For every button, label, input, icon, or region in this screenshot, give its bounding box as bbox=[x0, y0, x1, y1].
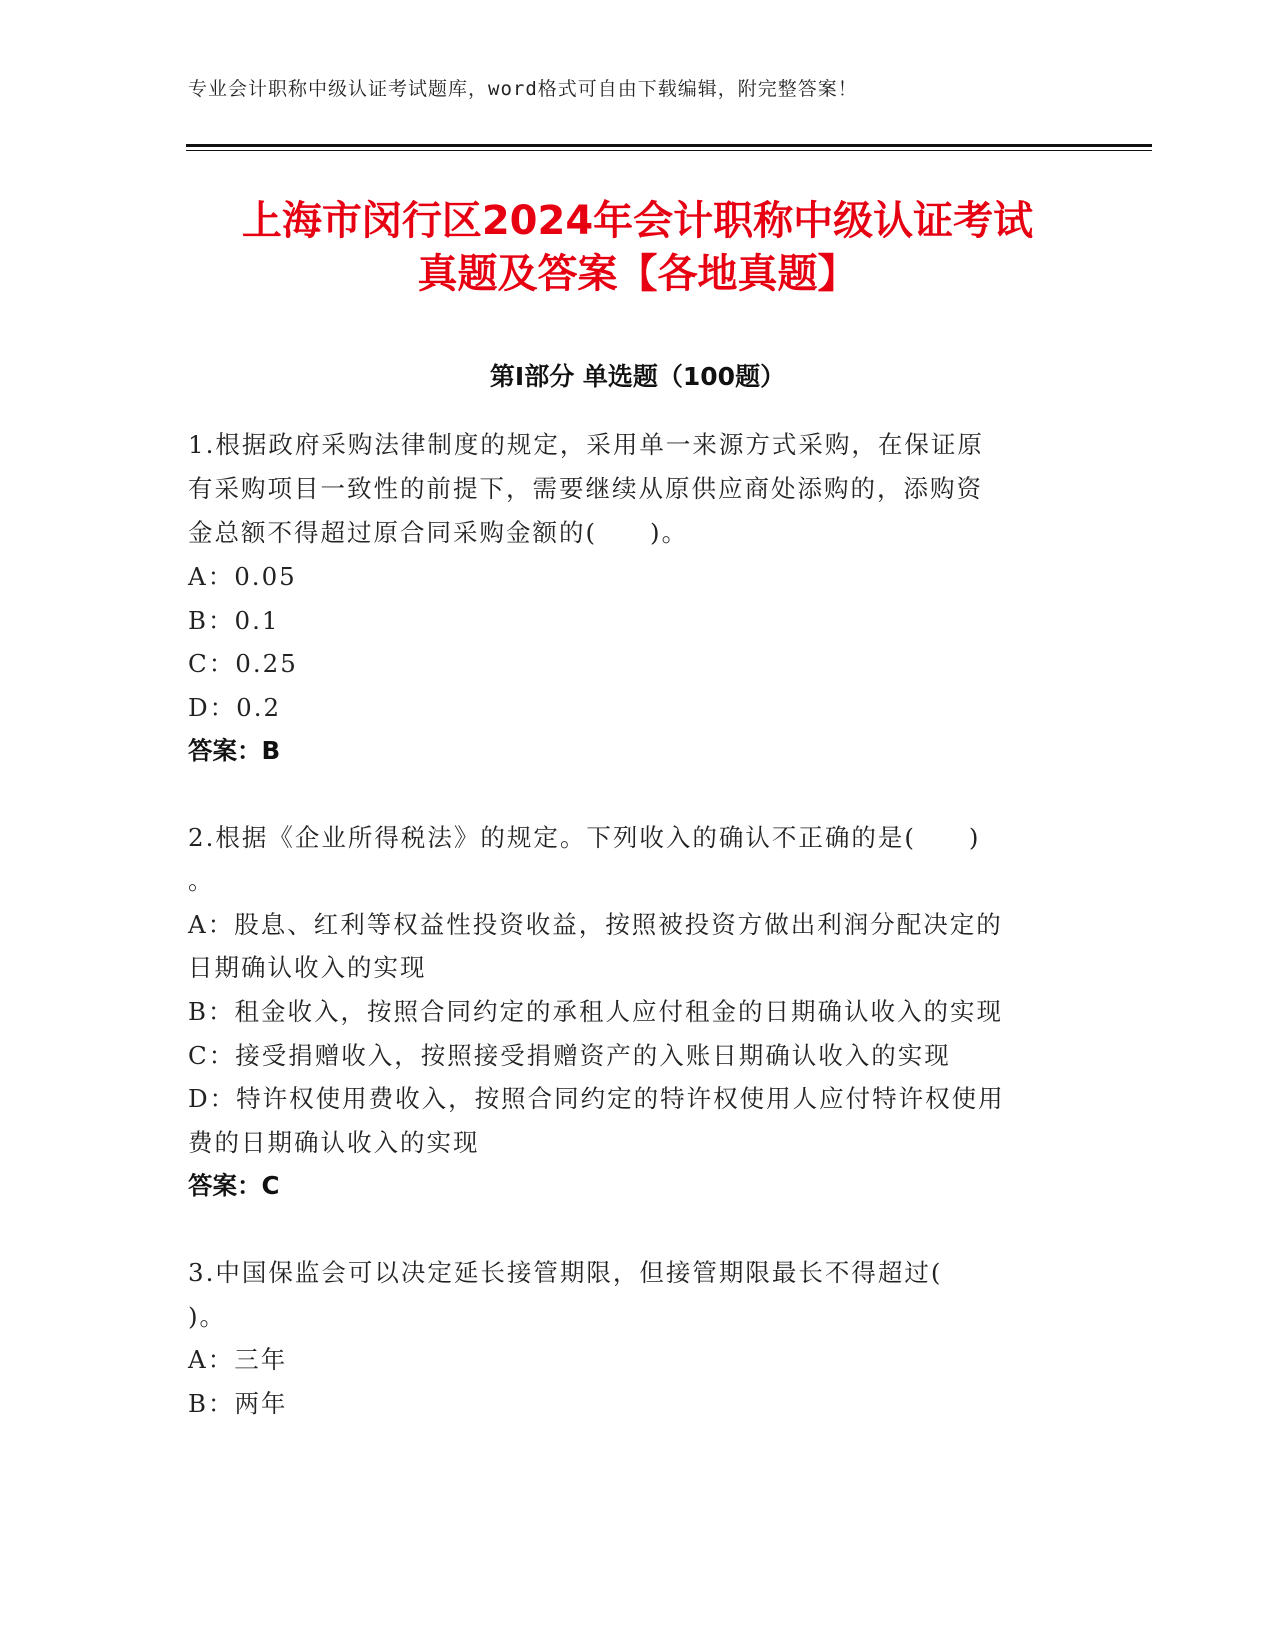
question-2-option-a-line-2: 日期确认收入的实现 bbox=[188, 953, 427, 982]
question-2-option-a-line-1: A：股息、红利等权益性投资收益，按照被投资方做出利润分配决定的 bbox=[188, 910, 1003, 939]
page-header: 专业会计职称中级认证考试题库，word格式可自由下载编辑，附完整答案！ bbox=[188, 78, 858, 100]
question-2-option-c: C：接受捐赠收入，按照接受捐赠资产的入账日期确认收入的实现 bbox=[188, 1041, 951, 1070]
question-2-line-1: 2.根据《企业所得税法》的规定。下列收入的确认不正确的是( ) bbox=[188, 823, 981, 852]
header-divider-thick bbox=[186, 144, 1152, 147]
question-3-option-b: B：两年 bbox=[188, 1389, 288, 1418]
question-2-option-d-line-2: 费的日期确认收入的实现 bbox=[188, 1128, 480, 1157]
question-3-line-2: )。 bbox=[188, 1302, 227, 1331]
question-1-line-3: 金总额不得超过原合同采购金额的( )。 bbox=[188, 518, 689, 547]
section-heading: 第Ⅰ部分 单选题（100题） bbox=[489, 362, 786, 391]
question-1-option-a: A：0.05 bbox=[188, 562, 297, 591]
question-1-option-b: B：0.1 bbox=[188, 606, 280, 635]
question-2-answer: 答案：C bbox=[188, 1171, 280, 1200]
question-3-option-a: A：三年 bbox=[188, 1345, 288, 1374]
question-1-option-d: D：0.2 bbox=[188, 693, 282, 722]
question-1-option-c: C：0.25 bbox=[188, 649, 298, 678]
document-title-line-2: 真题及答案【各地真题】 bbox=[417, 251, 858, 297]
question-2-option-b: B：租金收入，按照合同约定的承租人应付租金的日期确认收入的实现 bbox=[188, 997, 1004, 1026]
document-title-line-1: 上海市闵行区2024年会计职称中级认证考试 bbox=[241, 198, 1034, 244]
question-1-answer: 答案：B bbox=[188, 736, 281, 765]
question-3-line-1: 3.中国保监会可以决定延长接管期限，但接管期限最长不得超过( bbox=[188, 1258, 943, 1287]
question-1-line-1: 1.根据政府采购法律制度的规定，采用单一来源方式采购，在保证原 bbox=[188, 430, 984, 459]
question-2-option-d-line-1: D：特许权使用费收入，按照合同约定的特许权使用人应付特许权使用 bbox=[188, 1084, 1005, 1113]
document-title bbox=[150, 195, 1125, 301]
question-1-line-2: 有采购项目一致性的前提下，需要继续从原供应商处添购的，添购资 bbox=[188, 474, 983, 503]
header-divider-thin bbox=[186, 150, 1152, 151]
question-2-line-2: 。 bbox=[188, 866, 215, 895]
